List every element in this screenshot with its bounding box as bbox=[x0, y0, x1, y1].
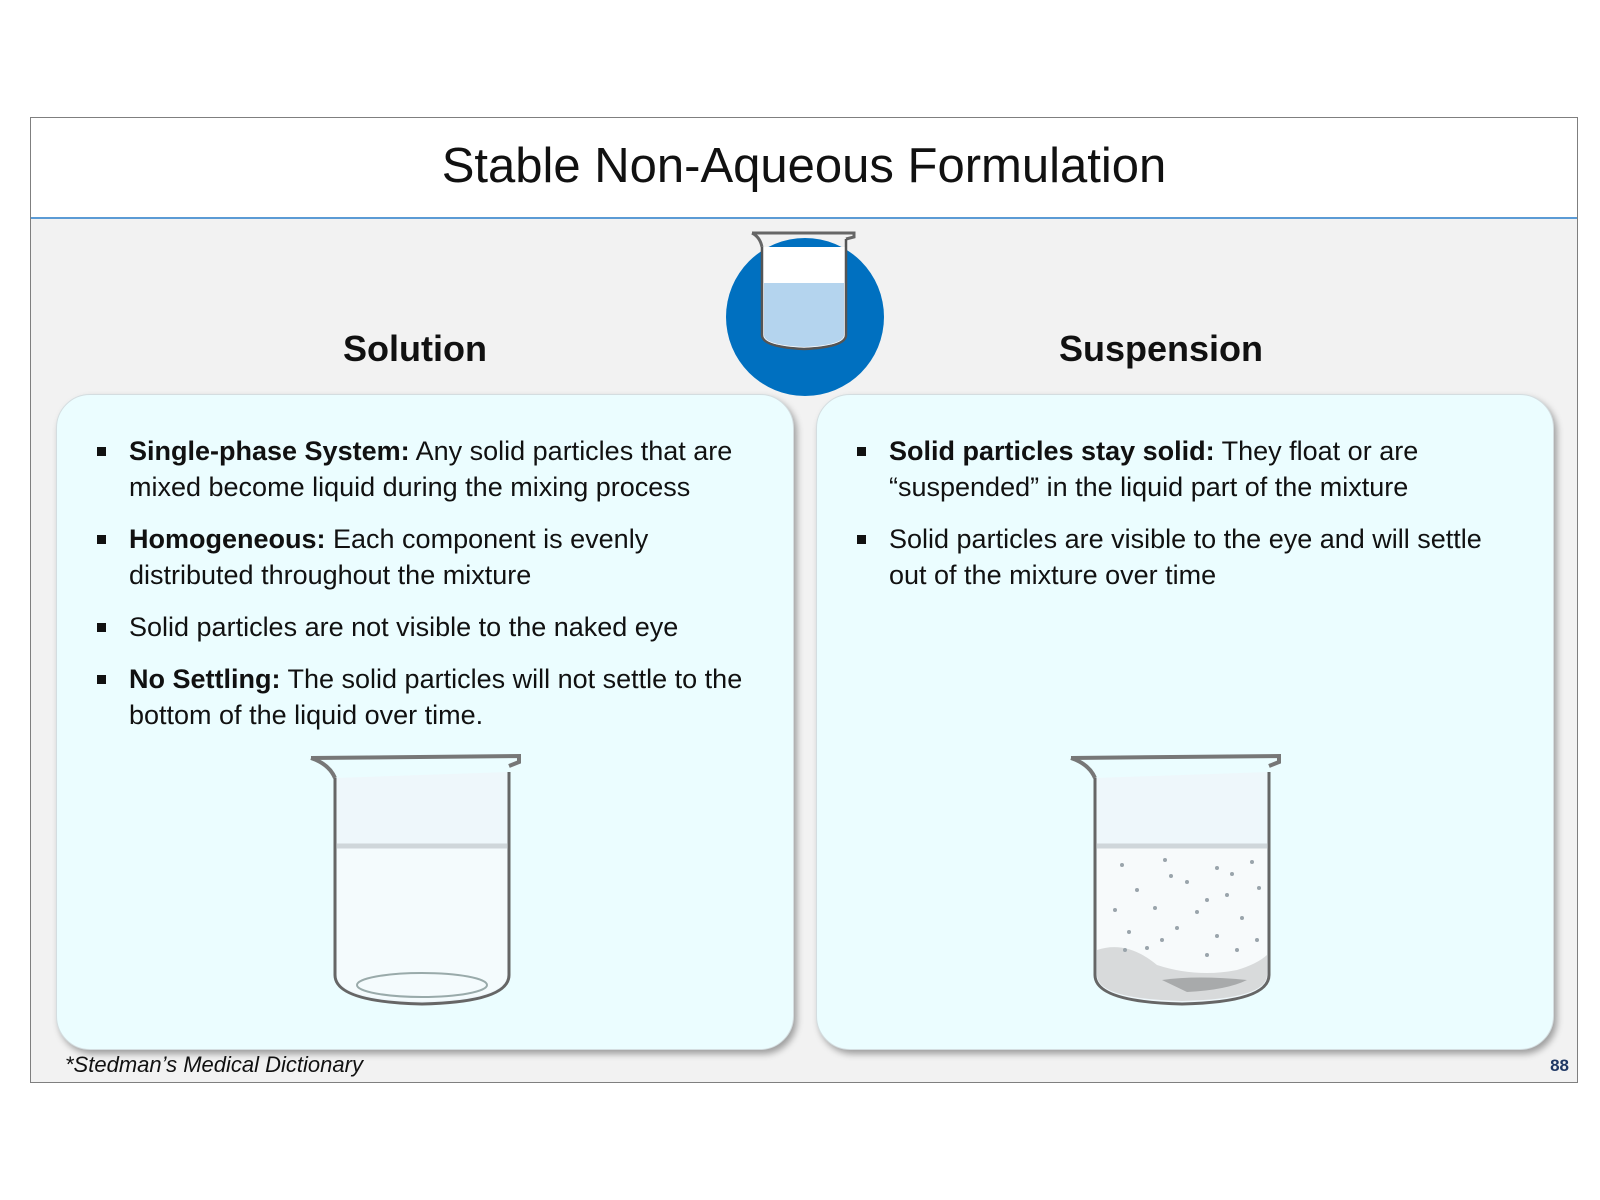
solution-heading: Solution bbox=[343, 328, 487, 369]
bullet-icon bbox=[97, 675, 106, 684]
suspension-bullet-list bbox=[857, 433, 1517, 609]
solution-beaker-icon bbox=[307, 750, 537, 1020]
bullet-icon bbox=[97, 623, 106, 632]
solution-panel bbox=[56, 394, 794, 1050]
list-item: Solid particles are visible to the eye and will settle out of the mixture over time bbox=[857, 521, 1517, 593]
bullet-icon bbox=[97, 535, 106, 544]
bullet-icon bbox=[857, 535, 866, 544]
list-item: No Settling: The solid particles will not settle to the bottom of the liquid over time. bbox=[97, 661, 757, 733]
slide-title: Stable Non-Aqueous Formulation bbox=[441, 139, 1167, 193]
suspension-beaker-icon bbox=[1067, 750, 1297, 1020]
page-number: 88 bbox=[1550, 1056, 1569, 1075]
solution-bullet-list bbox=[97, 433, 757, 749]
list-item: Single-phase System: Any solid particles that are mixed become liquid during the mixing process bbox=[97, 433, 757, 505]
footnote: *Stedman’s Medical Dictionary bbox=[65, 1052, 363, 1077]
title-bar bbox=[31, 118, 1577, 219]
bullet-icon bbox=[97, 447, 106, 456]
bullet-icon bbox=[857, 447, 866, 456]
suspension-panel bbox=[816, 394, 1554, 1050]
list-item: Homogeneous: Each component is evenly distributed throughout the mixture bbox=[97, 521, 757, 593]
list-item: Solid particles are not visible to the naked eye bbox=[97, 609, 757, 645]
list-item: Solid particles stay solid: They float or are “suspended” in the liquid part of the mixture bbox=[857, 433, 1517, 505]
beaker-icon bbox=[746, 225, 866, 365]
suspension-heading: Suspension bbox=[1058, 328, 1264, 369]
slide bbox=[30, 117, 1578, 1083]
